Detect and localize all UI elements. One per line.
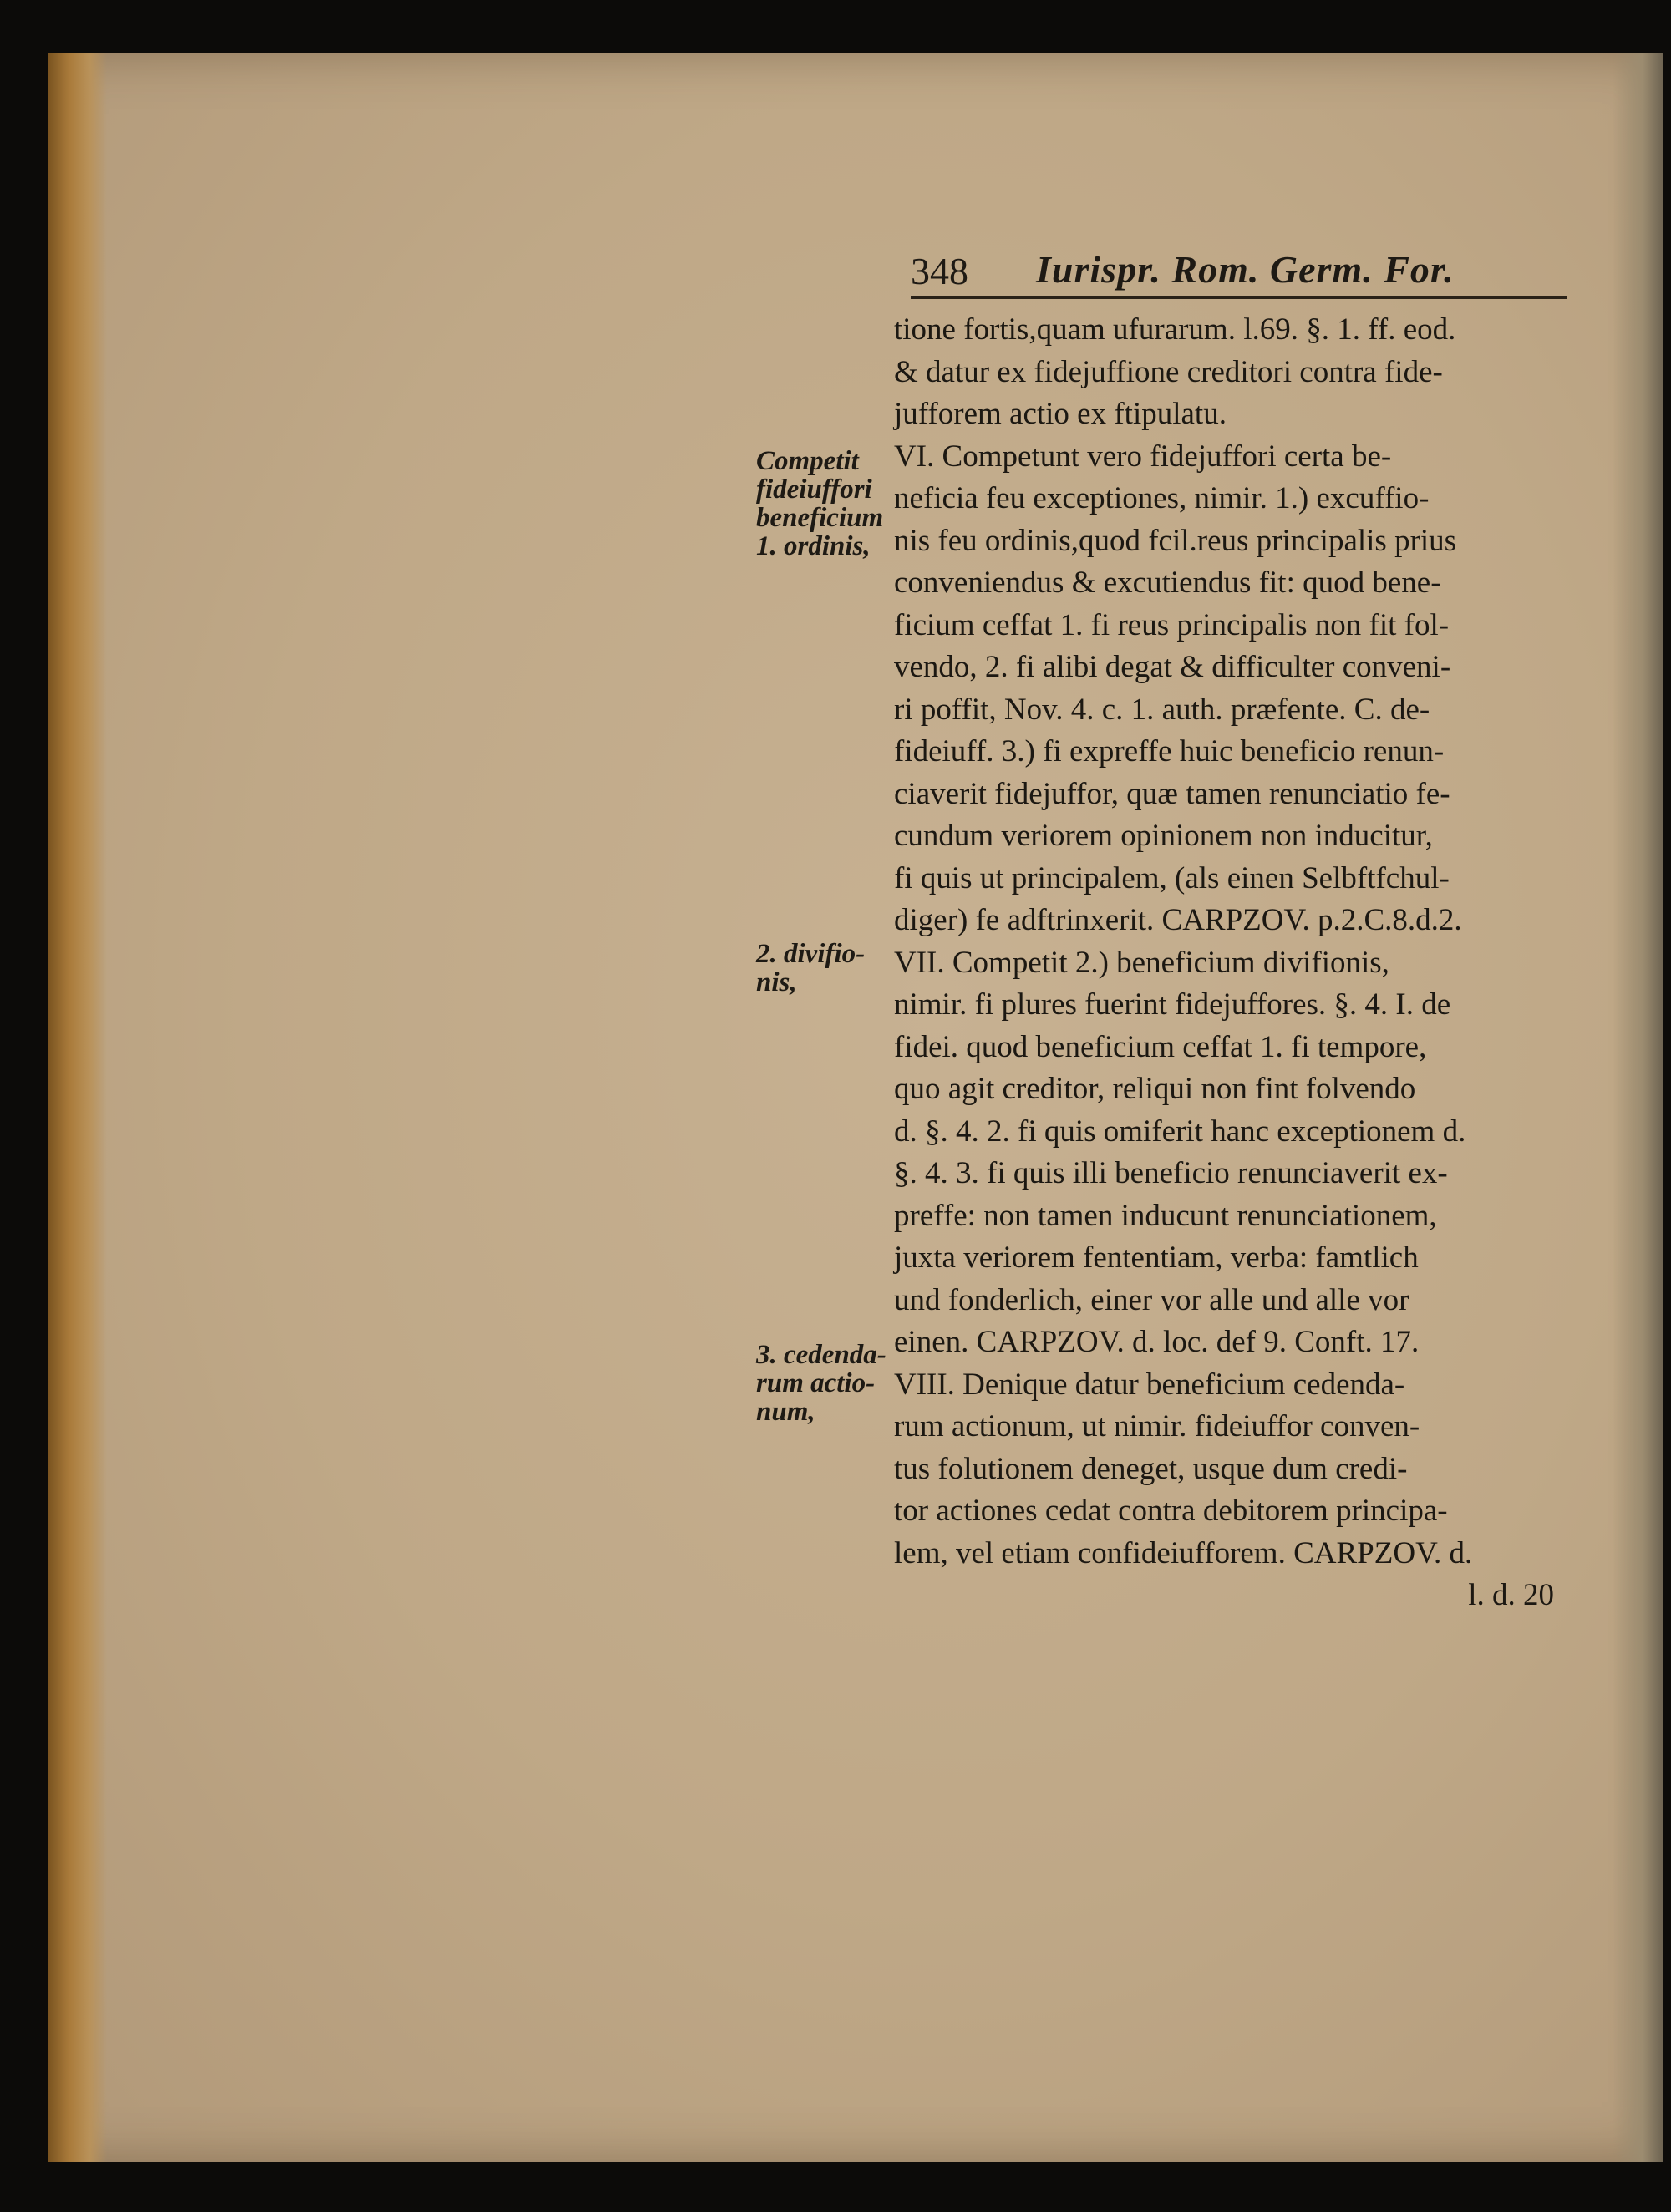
text-line: quo agit creditor, reliqui non fint folvendo <box>894 1072 1416 1106</box>
text-line: preffe: non tamen inducunt renunciationem, <box>894 1198 1437 1233</box>
text-line: & datur ex fidejuffione creditori contra fide- <box>894 354 1443 389</box>
text-line: VII. Competit 2.) beneficium divifionis, <box>894 945 1389 980</box>
text-line: lem, vel etiam confideiufforem. CARPZOV. d. <box>894 1535 1473 1570</box>
text-line: cundum veriorem opinionem non inducitur, <box>894 819 1433 853</box>
margin-note-cedendarum <box>756 1341 907 1426</box>
text-line: conveniendus & excutiendus fit: quod bene- <box>894 566 1441 600</box>
text-line: ciaverit fidejuffor, quæ tamen renunciatio fe- <box>894 776 1450 811</box>
page-spine-edge <box>48 53 107 2162</box>
margin-note-line: 1. ordinis, <box>756 531 871 561</box>
text-line: fideiuff. 3.) fi expreffe huic beneficio renun- <box>894 734 1445 769</box>
margin-note-line: nis, <box>756 967 797 997</box>
margin-note-line: rum actio- <box>756 1368 876 1398</box>
text-line: tor actiones cedat contra debitorem principa- <box>894 1494 1448 1528</box>
main-text-column <box>894 309 1579 1617</box>
text-line: fidei. quod beneficium ceffat 1. fi tempore, <box>894 1029 1427 1064</box>
text-line: juxta veriorem fententiam, verba: famtlich <box>894 1240 1419 1275</box>
running-title: Iurispr. Rom. Germ. For. <box>1036 248 1455 291</box>
text-line: nis feu ordinis,quod fcil.reus principalis prius <box>894 523 1457 558</box>
text-line: einen. CARPZOV. d. loc. def 9. Conft. 17. <box>894 1325 1420 1359</box>
text-line: ri poffit, Nov. 4. c. 1. auth. præfente. C. de- <box>894 692 1430 727</box>
text-line: l. d. 20 <box>1468 1578 1554 1612</box>
margin-note-ordinis <box>756 447 907 561</box>
header-rule <box>911 296 1567 299</box>
text-line: nimir. fi plures fuerint fidejuffores. §. 4. I. de <box>894 987 1451 1022</box>
text-line: neficia feu exceptiones, nimir. 1.) excuffio- <box>894 481 1430 515</box>
page-number: 348 <box>911 250 968 292</box>
text-line: und fonderlich, einer vor alle und alle vor <box>894 1282 1409 1317</box>
margin-note-divisionis <box>756 940 907 997</box>
text-line: jufforem actio ex ftipulatu. <box>894 397 1227 431</box>
text-line: vendo, 2. fi alibi degat & difficulter conveni- <box>894 650 1451 684</box>
margin-note-line: num, <box>756 1397 815 1427</box>
text-line: d. §. 4. 2. fi quis omiferit hanc exceptionem d. <box>894 1114 1466 1149</box>
margin-note-line: beneficium <box>756 503 884 533</box>
page-fore-edge <box>1613 53 1663 2162</box>
text-line: VIII. Denique datur beneficium cedenda- <box>894 1367 1405 1402</box>
running-header <box>911 242 1567 301</box>
text-line: tus folutionem deneget, usque dum credi- <box>894 1451 1408 1486</box>
margin-note-line: Competit <box>756 446 859 476</box>
text-line: §. 4. 3. fi quis illi beneficio renunciaverit ex- <box>894 1156 1448 1190</box>
text-line: fi quis ut principalem, (als einen Selbftfchul- <box>894 860 1450 895</box>
text-line: rum actionum, ut nimir. fideiuffor conven- <box>894 1409 1420 1443</box>
text-line: ficium ceffat 1. fi reus principalis non fit fol- <box>894 607 1450 642</box>
text-line: tione fortis,quam ufurarum. l.69. §. 1. ff. eod. <box>894 312 1456 347</box>
margin-note-line: fideiuffori <box>756 474 872 505</box>
text-line: VI. Competunt vero fidejuffori certa be- <box>894 439 1392 474</box>
text-line: diger) fe adftrinxerit. CARPZOV. p.2.C.8.d.2. <box>894 903 1462 937</box>
margin-note-line: 3. cedenda- <box>756 1340 886 1370</box>
margin-note-line: 2. divifio- <box>756 939 866 969</box>
